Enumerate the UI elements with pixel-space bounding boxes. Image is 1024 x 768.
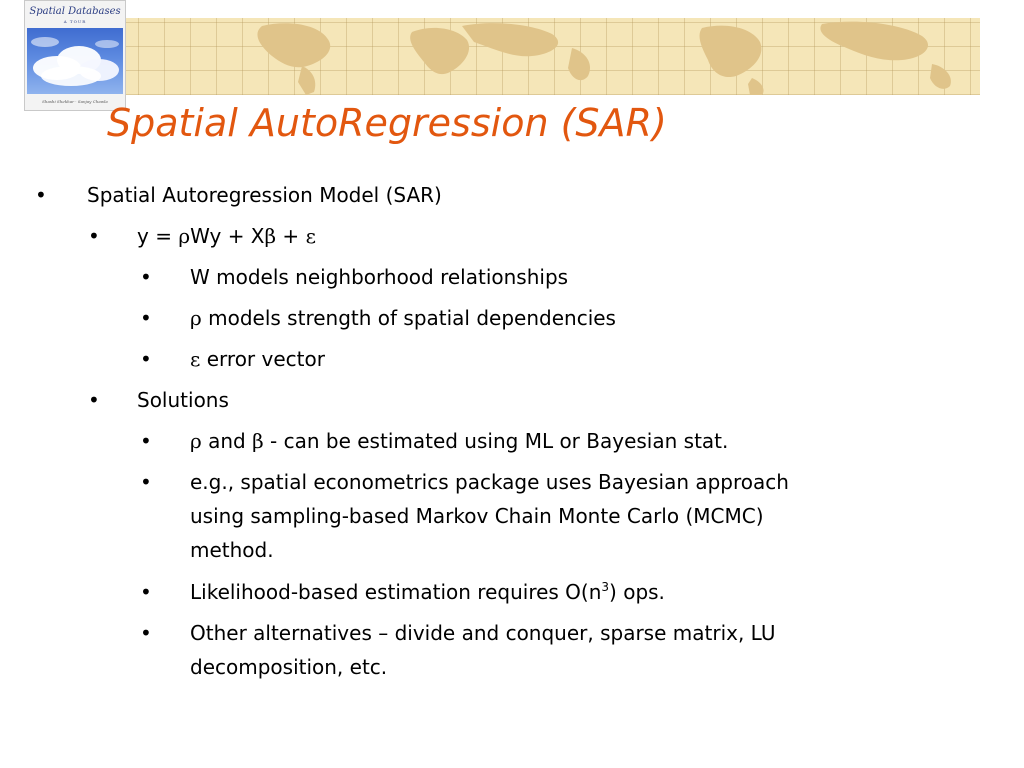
bullet-item bbox=[0, 178, 1024, 212]
book-authors: Shashi Shekhar · Sanjay Chawla bbox=[42, 99, 108, 104]
bullet-text-line: method. bbox=[190, 538, 274, 562]
bullet-point: • bbox=[140, 621, 152, 645]
equation-part: y = bbox=[137, 224, 179, 248]
bullet-point: • bbox=[140, 580, 152, 604]
bullet-text-part: and bbox=[201, 429, 253, 453]
bullet-text-line: decomposition, etc. bbox=[190, 655, 388, 679]
world-map-banner bbox=[112, 18, 980, 95]
bullet-text-body: models strength of spatial dependencies bbox=[208, 306, 616, 330]
bullet-point: • bbox=[88, 224, 100, 248]
bullet-point: • bbox=[140, 470, 152, 494]
bullet-point: • bbox=[88, 388, 100, 412]
map-landmass bbox=[257, 23, 330, 67]
bullet-point: • bbox=[140, 429, 152, 453]
equation-text bbox=[137, 219, 316, 253]
bullet-point: • bbox=[140, 265, 152, 289]
bullet-text bbox=[190, 575, 665, 609]
map-landmass bbox=[462, 23, 558, 56]
equation-part: + bbox=[276, 224, 306, 248]
bullet-point: • bbox=[35, 183, 47, 207]
map-landmass bbox=[298, 66, 315, 95]
rho-symbol: ρ bbox=[190, 429, 202, 453]
book-title: Spatial Databases bbox=[29, 6, 121, 17]
bullet-point: • bbox=[140, 306, 152, 330]
bullet-text-part: ) ops. bbox=[609, 580, 665, 604]
bullet-item bbox=[0, 342, 1024, 376]
map-landmass bbox=[748, 78, 764, 95]
rho-symbol: ρ bbox=[178, 224, 191, 248]
bullet-text-line: Other alternatives – divide and conquer, sparse matrix, LU bbox=[190, 621, 776, 645]
map-landmass bbox=[700, 26, 762, 77]
beta-symbol: β bbox=[264, 224, 277, 248]
bullet-item bbox=[0, 383, 1024, 417]
bullet-text bbox=[190, 342, 325, 376]
bullet-text-part: Likelihood-based estimation requires O(n bbox=[190, 580, 602, 604]
bullet-text bbox=[190, 301, 616, 335]
bullet-text-line: e.g., spatial econometrics package uses Bayesian approach bbox=[190, 470, 789, 494]
rho-symbol: ρ bbox=[190, 306, 202, 330]
bullet-item bbox=[0, 616, 1024, 684]
bullet-text: W models neighborhood relationships bbox=[190, 265, 569, 289]
bullet-text bbox=[190, 424, 728, 458]
bullet-text-line: using sampling-based Markov Chain Monte Carlo (MCMC) bbox=[190, 504, 764, 528]
bullet-text: Spatial Autoregression Model (SAR) bbox=[87, 183, 442, 207]
map-landmass bbox=[410, 28, 469, 74]
beta-symbol: β bbox=[252, 429, 264, 453]
epsilon-symbol: ε bbox=[190, 347, 201, 371]
bullet-item bbox=[0, 219, 1024, 253]
bullet-item bbox=[0, 424, 1024, 458]
book-cover-clouds-image bbox=[27, 28, 123, 94]
bullet-text-part: - can be estimated using ML or Bayesian stat. bbox=[263, 429, 729, 453]
bullet-item bbox=[0, 465, 1024, 567]
cloud-graphic bbox=[27, 28, 123, 94]
equation-part: Wy + X bbox=[190, 224, 265, 248]
book-subtitle: A TOUR bbox=[63, 19, 87, 24]
world-map-graphic bbox=[112, 18, 980, 95]
map-landmass bbox=[930, 64, 951, 89]
bullet-text: Solutions bbox=[137, 388, 229, 412]
epsilon-symbol: ε bbox=[305, 224, 316, 248]
superscript-exponent: 3 bbox=[601, 580, 610, 594]
bullet-text-body: error vector bbox=[206, 347, 325, 371]
bullet-item bbox=[0, 575, 1024, 609]
map-landmass bbox=[568, 48, 590, 80]
bullet-item bbox=[0, 260, 1024, 294]
slide-title: Spatial AutoRegression (SAR) bbox=[107, 101, 667, 145]
bullet-point: • bbox=[140, 347, 152, 371]
map-landmass bbox=[820, 22, 928, 61]
bullet-item bbox=[0, 301, 1024, 335]
